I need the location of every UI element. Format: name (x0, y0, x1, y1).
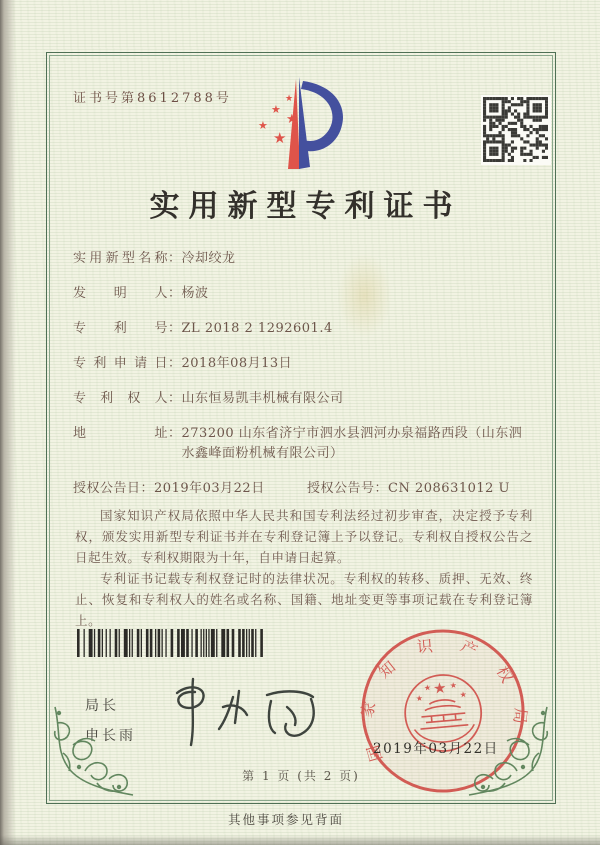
cnipa-logo-icon (249, 65, 355, 181)
field-label: 专利权人 (73, 391, 168, 406)
certificate-fields (73, 249, 535, 514)
certificate-number: 证书号第8612788号 (73, 91, 232, 106)
field-label: 地址 (73, 426, 168, 441)
field-value: ZL 2018 2 1292601.4 (181, 321, 333, 336)
logo-star-icon: ★ (258, 119, 268, 132)
back-note: 其他事项参见背面 (227, 812, 344, 827)
field-grant (73, 479, 535, 499)
certificate-frame (46, 52, 556, 804)
field-filing-date (73, 354, 535, 374)
field-utility-model-name (73, 249, 535, 269)
logo-star-icon: ★ (273, 129, 287, 147)
colon: ： (168, 321, 182, 336)
scan-edge-shadow (0, 0, 16, 845)
colon: ： (168, 251, 182, 266)
certificate-title: 实用新型专利证书 (149, 189, 462, 224)
colon: ： (140, 481, 155, 496)
field-inventor (73, 284, 535, 304)
colon: ： (168, 426, 182, 441)
director-signature (155, 667, 335, 752)
field-label: 专利申请日 (73, 356, 168, 371)
field-label: 授权公告日 (73, 481, 141, 496)
seal-star-icon: ★ (415, 693, 424, 704)
field-value: 2018年08月13日 (181, 356, 293, 371)
field-value: CN 208631012 U (388, 481, 511, 496)
field-value: 2019年03月22日 (154, 481, 265, 496)
scan-edge-shadow (0, 835, 600, 845)
colon: ： (168, 356, 182, 371)
field-value: 273200 山东省济宁市泗水县泗河办泉福路西段（山东泗水鑫峰面粉机械有限公司） (181, 426, 523, 461)
seal-star-icon: ★ (449, 680, 458, 691)
barcode (75, 629, 265, 657)
seal-star-icon: ★ (423, 682, 432, 693)
field-label: 发明人 (73, 286, 168, 301)
legal-paragraph-2: 专利证书记载专利权登记时的法律状况。专利权的转移、质押、无效、终止、恢复和专利权人的姓名或名称、国籍、地址变更等事项记载在专利登记簿上。 (75, 571, 533, 628)
field-label: 授权公告号 (307, 481, 375, 496)
field-label: 专利号 (73, 321, 168, 336)
colon: ： (168, 286, 182, 301)
field-label: 实用新型名称 (73, 251, 168, 266)
logo-star-icon: ★ (286, 112, 298, 127)
colon: ： (168, 391, 182, 406)
director-name: 申长雨 (85, 728, 136, 744)
page-number: 第 1 页 (共 2 页) (242, 769, 360, 783)
legal-paragraph-1: 国家知识产权局依照中华人民共和国专利法经过初步审查，决定授予专利权，颁发实用新型专利证书并在专利登记簿上予以登记。专利权自授权公告之日起生效。专利权期限为十年，自申请日起算。 (75, 508, 533, 565)
seal-date: 2019年03月22日 (373, 741, 499, 757)
field-value: 冷却绞龙 (181, 251, 236, 266)
field-value: 山东恒易凯丰机械有限公司 (181, 391, 344, 406)
field-patentee (73, 389, 535, 409)
seal-star-icon: ★ (432, 678, 448, 698)
seal-star-icon: ★ (459, 689, 468, 700)
field-address (73, 424, 535, 464)
qr-code (481, 95, 551, 165)
director-title: 局长 (85, 698, 119, 714)
field-value: 杨波 (181, 286, 209, 301)
legal-text (75, 505, 533, 631)
logo-star-icon: ★ (285, 94, 294, 104)
grant-number-pair (307, 479, 510, 499)
grant-date-pair (73, 481, 265, 496)
corner-flourish-icon (49, 679, 153, 801)
logo-star-icon: ★ (271, 103, 281, 116)
colon: ： (374, 481, 389, 496)
field-patent-number (73, 319, 535, 339)
seal-ring-text: 国家知识产权局 (356, 634, 531, 764)
